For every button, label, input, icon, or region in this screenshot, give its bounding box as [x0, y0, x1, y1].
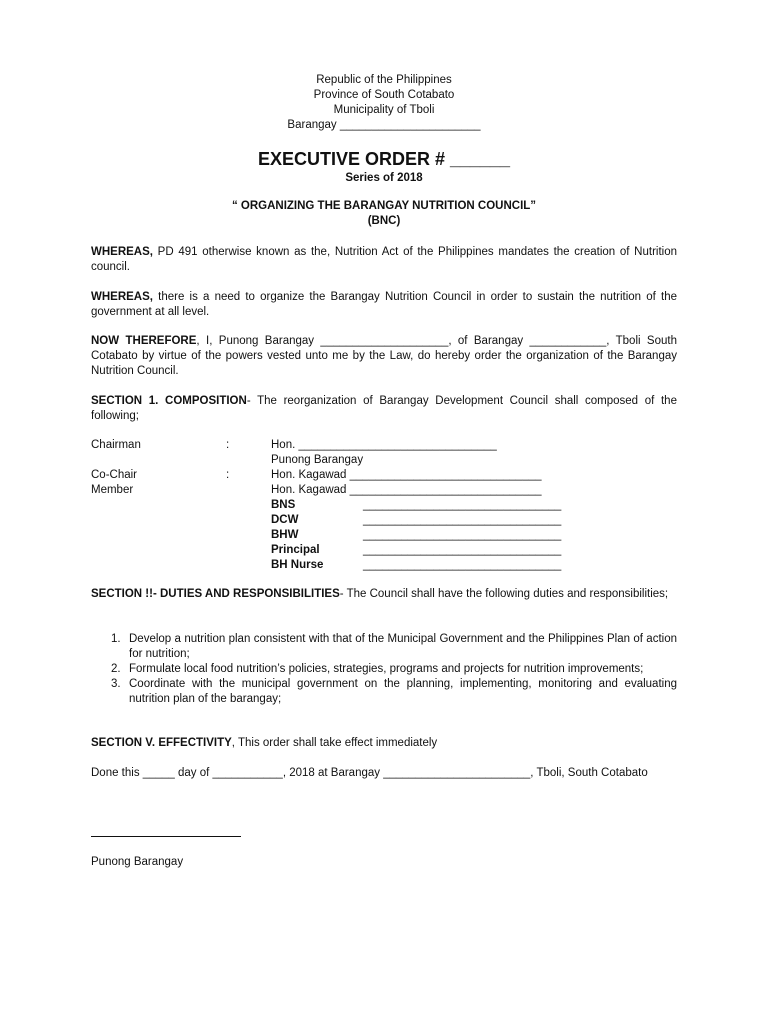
now-therefore-paragraph — [91, 334, 677, 379]
duties-list — [91, 632, 677, 707]
section-1-lead: SECTION 1. COMPOSITION — [91, 395, 247, 407]
header-municipality: Municipality of Tboli — [333, 104, 435, 116]
duty-item — [111, 677, 677, 707]
cochair-value: Hon. Kagawad ______________________________ — [271, 469, 542, 481]
whereas-paragraph-1 — [91, 245, 677, 275]
chairman-colon: : — [226, 439, 230, 451]
section-2-paragraph — [91, 587, 677, 602]
header-province: Province of South Cotabato — [313, 89, 455, 101]
chairman-subtitle: Punong Barangay — [271, 454, 364, 466]
document-header — [0, 73, 768, 133]
member-role: Principal — [271, 544, 320, 556]
header-barangay: Barangay ______________________ — [287, 119, 481, 131]
section-1-text: - The reorganization of Barangay Development Council shall composed of the following; — [91, 395, 677, 422]
section-5-paragraph — [91, 736, 677, 751]
composition-row-bh-nurse — [91, 558, 691, 573]
duty-text: Coordinate with the municipal government on the planning, implementing, monitoring and evaluating nutrition plan of the barangay; — [129, 678, 677, 705]
chairman-label: Chairman — [91, 439, 141, 451]
whereas-paragraph-2 — [91, 290, 677, 320]
section-2-lead: SECTION !!- DUTIES AND RESPONSIBILITIES — [91, 588, 340, 600]
whereas-lead: WHEREAS, — [91, 246, 153, 258]
subject-line-2: (BNC) — [367, 215, 401, 227]
duty-number: 3. — [111, 678, 121, 690]
section-1-paragraph — [91, 394, 677, 424]
member-value: Hon. Kagawad ______________________________ — [271, 484, 542, 496]
document-title: EXECUTIVE ORDER # ______ — [257, 149, 511, 169]
member-role: BHW — [271, 529, 299, 541]
member-role: BNS — [271, 499, 296, 511]
whereas-text: PD 491 otherwise known as the, Nutrition Act of the Philippines mandates the creation of Nutrition council. — [91, 246, 677, 273]
section-5-text: , This order shall take effect immediately — [231, 737, 438, 749]
member-line: _______________________________ — [363, 559, 562, 571]
member-line: _______________________________ — [363, 514, 562, 526]
cochair-colon: : — [226, 469, 230, 481]
composition-row-member — [91, 483, 691, 498]
now-therefore-text: , I, Punong Barangay ____________________, of Barangay ____________, Tboli South Cotabato by virtue of the powers vested unto me by the Law, do hereby order the organization of the Barangay Nutrition Council. — [91, 335, 677, 377]
member-line: _______________________________ — [363, 544, 562, 556]
member-line: _______________________________ — [363, 499, 562, 511]
signature-label: Punong Barangay — [91, 856, 184, 868]
member-line: _______________________________ — [363, 529, 562, 541]
composition-row-principal — [91, 543, 691, 558]
duty-text: Develop a nutrition plan consistent with that of the Municipal Government and the Philippines Plan of action for nutrition; — [129, 633, 677, 660]
duty-number: 2. — [111, 663, 121, 675]
whereas-text: there is a need to organize the Barangay Nutrition Council in order to sustain the nutrition of the government at all level. — [91, 291, 677, 318]
duty-item — [111, 632, 677, 662]
cochair-label: Co-Chair — [91, 469, 138, 481]
header-republic: Republic of the Philippines — [316, 74, 452, 86]
chairman-value: Hon. _______________________________ — [271, 439, 497, 451]
done-paragraph: Done this _____ day of ___________, 2018 at Barangay _______________________, Tboli, South Cotabato — [91, 767, 648, 779]
composition-row-dcw — [91, 513, 691, 528]
composition-row-chairman — [91, 438, 691, 453]
composition-row-chairman-sub — [91, 453, 691, 468]
now-therefore-lead: NOW THEREFORE — [91, 335, 197, 347]
signature-line — [91, 836, 241, 837]
section-5-lead: SECTION V. EFFECTIVITY — [91, 737, 232, 749]
whereas-lead: WHEREAS, — [91, 291, 153, 303]
subject-heading — [0, 199, 768, 229]
member-label: Member — [91, 484, 134, 496]
composition-row-bns — [91, 498, 691, 513]
series-line: Series of 2018 — [345, 172, 423, 184]
duty-number: 1. — [111, 633, 121, 645]
subject-line-1: “ ORGANIZING THE BARANGAY NUTRITION COUNCIL” — [231, 200, 537, 212]
duty-text: Formulate local food nutrition’s policies, strategies, programs and projects for nutrition improvements; — [129, 663, 644, 675]
member-role: BH Nurse — [271, 559, 324, 571]
section-2-text: - The Council shall have the following duties and responsibilities; — [339, 588, 669, 600]
duty-item — [111, 662, 677, 677]
composition-row-cochair — [91, 468, 691, 483]
member-role: DCW — [271, 514, 299, 526]
composition-row-bhw — [91, 528, 691, 543]
